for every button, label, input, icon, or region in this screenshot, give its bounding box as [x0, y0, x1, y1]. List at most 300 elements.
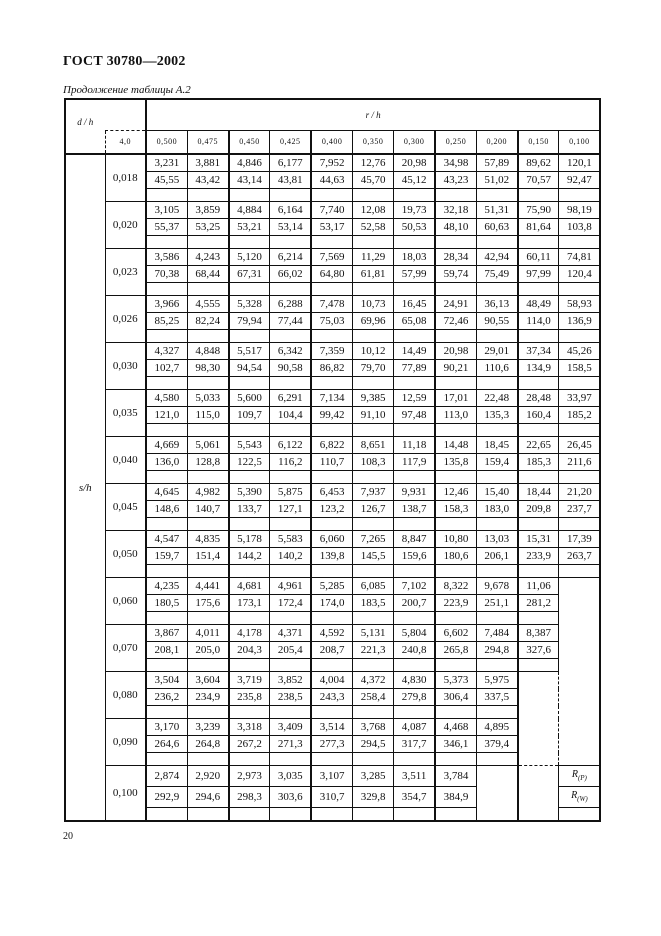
cell-rp: 8,387: [518, 625, 559, 642]
cell-rw: 86,82: [311, 360, 352, 377]
cell-rp: 6,214: [270, 249, 311, 266]
cell-spacer: [518, 424, 559, 437]
cell-rp: 5,033: [187, 390, 228, 407]
cell-rp: 7,134: [311, 390, 352, 407]
table-row-rp: [65, 625, 600, 642]
cell-rw: 160,4: [518, 407, 559, 424]
cell-rp: 3,105: [146, 202, 187, 219]
cell-rw: [559, 595, 600, 612]
cell-rw: 209,8: [518, 501, 559, 518]
cell-rw: 81,64: [518, 219, 559, 236]
cell-spacer: [187, 377, 228, 390]
cell-spacer: [352, 236, 393, 249]
cell-spacer: [518, 236, 559, 249]
cell-spacer: [146, 424, 187, 437]
cell-rw: 172,4: [270, 595, 311, 612]
cell-spacer: [394, 753, 435, 766]
cell-rp: 7,952: [311, 154, 352, 172]
cell-rp: 5,120: [229, 249, 270, 266]
cell-rp: 3,768: [352, 719, 393, 736]
cell-rw: 279,8: [394, 689, 435, 706]
cell-rw: 116,2: [270, 454, 311, 471]
cell-spacer: [352, 659, 393, 672]
cell-rw: 281,2: [518, 595, 559, 612]
cell-spacer: [476, 706, 517, 719]
table-row-rw: [65, 407, 600, 424]
cell-rp: 3,318: [229, 719, 270, 736]
cell-spacer: [270, 565, 311, 578]
cell-rw: 79,70: [352, 360, 393, 377]
cell-rp: 12,59: [394, 390, 435, 407]
cell-spacer: [559, 424, 600, 437]
cell-rw: 117,9: [394, 454, 435, 471]
cell-spacer: [311, 706, 352, 719]
cell-rp: 51,31: [476, 202, 517, 219]
cell-rw: 70,38: [146, 266, 187, 283]
cell-rp: 8,847: [394, 531, 435, 548]
cell-rp: 19,73: [394, 202, 435, 219]
cell-spacer: [352, 283, 393, 296]
cell-spacer: [518, 612, 559, 625]
cell-spacer: [146, 565, 187, 578]
cell-rw: 123,2: [311, 501, 352, 518]
cell-spacer: [394, 283, 435, 296]
d-h-value: 4,0: [105, 131, 146, 155]
table-row-spacer: [65, 808, 600, 822]
cell-rp: 7,484: [476, 625, 517, 642]
cell-rw: 77,44: [270, 313, 311, 330]
cell-rp: 4,848: [187, 343, 228, 360]
table-row-spacer: [65, 565, 600, 578]
cell-spacer: [518, 377, 559, 390]
cell-rw: 144,2: [229, 548, 270, 565]
cell-rp: [518, 766, 559, 787]
table-row-spacer: [65, 330, 600, 343]
cell-spacer: [394, 808, 435, 822]
table-row-rw: [65, 454, 600, 471]
cell-spacer: [352, 471, 393, 484]
cell-rp: 12,46: [435, 484, 476, 501]
cell-rp: 9,678: [476, 578, 517, 595]
cell-rp: 4,961: [270, 578, 311, 595]
cell-rw: 68,44: [187, 266, 228, 283]
cell-rw: 72,46: [435, 313, 476, 330]
cell-spacer: [476, 753, 517, 766]
cell-rp: 9,385: [352, 390, 393, 407]
cell-spacer: [476, 518, 517, 531]
cell-spacer: [352, 518, 393, 531]
cell-rw: 53,21: [229, 219, 270, 236]
cell-spacer: [146, 706, 187, 719]
table-row-spacer: [65, 377, 600, 390]
column-header: 0,350: [352, 131, 393, 155]
cell-spacer: [229, 189, 270, 202]
cell-rp: 6,288: [270, 296, 311, 313]
cell-spacer: [476, 189, 517, 202]
cell-spacer: [394, 565, 435, 578]
table-row-spacer: [65, 283, 600, 296]
cell-rw: 50,53: [394, 219, 435, 236]
cell-spacer: [352, 808, 393, 822]
cell-spacer: [435, 518, 476, 531]
cell-rw: 85,25: [146, 313, 187, 330]
table-row-rw: [65, 595, 600, 612]
s-h-value: 0,060: [105, 578, 146, 625]
cell-spacer: [435, 236, 476, 249]
cell-rw: 134,9: [518, 360, 559, 377]
cell-rw: 53,14: [270, 219, 311, 236]
cell-rp: 3,719: [229, 672, 270, 689]
cell-rp: 5,178: [229, 531, 270, 548]
cell-rp: 36,13: [476, 296, 517, 313]
column-header: 0,250: [435, 131, 476, 155]
cell-rw: 329,8: [352, 787, 393, 808]
cell-spacer: [394, 424, 435, 437]
cell-rp: 37,34: [518, 343, 559, 360]
table-row-rp: [65, 578, 600, 595]
cell-rw: 223,9: [435, 595, 476, 612]
cell-rw: 99,42: [311, 407, 352, 424]
cell-spacer: [476, 424, 517, 437]
cell-rp: 3,586: [146, 249, 187, 266]
cell-rp: 9,931: [394, 484, 435, 501]
cell-rw: 265,8: [435, 642, 476, 659]
cell-rw: 90,21: [435, 360, 476, 377]
table-row-rp: [65, 719, 600, 736]
cell-rp: 20,98: [394, 154, 435, 172]
cell-spacer: [311, 753, 352, 766]
cell-rp: 26,45: [559, 437, 600, 454]
cell-rp: 2,973: [229, 766, 270, 787]
cell-rp: 7,937: [352, 484, 393, 501]
cell-rp: 8,651: [352, 437, 393, 454]
cell-rw: 221,3: [352, 642, 393, 659]
cell-rw: 45,55: [146, 172, 187, 189]
cell-rp: 4,895: [476, 719, 517, 736]
table-row-rp: [65, 766, 600, 787]
cell-rw: 133,7: [229, 501, 270, 518]
cell-rw: 136,9: [559, 313, 600, 330]
cell-rp: 7,478: [311, 296, 352, 313]
cell-rp: 7,569: [311, 249, 352, 266]
cell-rp: 16,45: [394, 296, 435, 313]
cell-spacer: [270, 424, 311, 437]
cell-rp: 20,98: [435, 343, 476, 360]
cell-rp: 5,543: [229, 437, 270, 454]
cell-spacer: [476, 236, 517, 249]
cell-rp: 10,73: [352, 296, 393, 313]
legend-rp: [572, 769, 587, 780]
cell-rw: [559, 642, 600, 659]
cell-rw: 294,6: [187, 787, 228, 808]
cell-spacer: [476, 659, 517, 672]
cell-rp: 18,45: [476, 437, 517, 454]
cell-spacer: [311, 330, 352, 343]
cell-rw: 310,7: [311, 787, 352, 808]
cell-rw: 51,02: [476, 172, 517, 189]
cell-rw: 251,1: [476, 595, 517, 612]
cell-spacer: [559, 706, 600, 719]
cell-rp: [559, 719, 600, 736]
cell-rp: 6,122: [270, 437, 311, 454]
cell-rw: 67,31: [229, 266, 270, 283]
cell-spacer: [435, 377, 476, 390]
cell-rw: 175,6: [187, 595, 228, 612]
cell-rw: 205,4: [270, 642, 311, 659]
cell-rp: 6,342: [270, 343, 311, 360]
cell-spacer: [394, 330, 435, 343]
cell-rp: 15,40: [476, 484, 517, 501]
cell-rw: 70,57: [518, 172, 559, 189]
table-row-spacer: [65, 424, 600, 437]
cell-spacer: [559, 189, 600, 202]
cell-rw: 75,49: [476, 266, 517, 283]
cell-rp: 28,48: [518, 390, 559, 407]
table-row-rw: [65, 642, 600, 659]
cell-rw: 57,99: [394, 266, 435, 283]
table-row-rp: [65, 484, 600, 501]
cell-rp: 3,859: [187, 202, 228, 219]
cell-rp: 14,48: [435, 437, 476, 454]
cell-spacer: [229, 565, 270, 578]
cell-rw: 90,55: [476, 313, 517, 330]
table-row-rw: [65, 548, 600, 565]
cell-rw: 53,25: [187, 219, 228, 236]
cell-rp: 5,328: [229, 296, 270, 313]
cell-spacer: [146, 330, 187, 343]
cell-spacer: [435, 808, 476, 822]
cell-spacer: [476, 283, 517, 296]
cell-spacer: [187, 330, 228, 343]
cell-rp: 15,31: [518, 531, 559, 548]
cell-spacer: [559, 753, 600, 766]
cell-spacer: [146, 659, 187, 672]
cell-rp: 22,48: [476, 390, 517, 407]
cell-rw: 135,8: [435, 454, 476, 471]
cell-spacer: [270, 612, 311, 625]
cell-rw: 384,9: [435, 787, 476, 808]
cell-spacer: [352, 753, 393, 766]
s-h-value: 0,080: [105, 672, 146, 719]
cell-rw: 66,02: [270, 266, 311, 283]
cell-rp: 4,372: [352, 672, 393, 689]
cell-spacer: [559, 377, 600, 390]
cell-rw: 48,10: [435, 219, 476, 236]
cell-rp: 4,441: [187, 578, 228, 595]
cell-spacer: [394, 236, 435, 249]
cell-rp: [559, 625, 600, 642]
cell-rw: 114,0: [518, 313, 559, 330]
cell-spacer: [270, 659, 311, 672]
cell-rp: [559, 766, 600, 787]
cell-rw: 108,3: [352, 454, 393, 471]
column-header: 0,400: [311, 131, 352, 155]
cell-rw: 267,2: [229, 736, 270, 753]
cell-rw: 97,99: [518, 266, 559, 283]
cell-rw: 277,3: [311, 736, 352, 753]
cell-spacer: [559, 808, 600, 822]
cell-spacer: [476, 377, 517, 390]
cell-rp: 3,170: [146, 719, 187, 736]
s-h-value: 0,023: [105, 249, 146, 296]
cell-spacer: [352, 565, 393, 578]
table-row-rp: [65, 154, 600, 172]
cell-rp: [518, 672, 559, 689]
cell-spacer: [146, 189, 187, 202]
cell-rw: 271,3: [270, 736, 311, 753]
cell-spacer: [187, 706, 228, 719]
cell-spacer: [476, 330, 517, 343]
s-h-value: 0,040: [105, 437, 146, 484]
table-row-spacer: [65, 753, 600, 766]
cell-spacer: [270, 706, 311, 719]
cell-rp: [518, 719, 559, 736]
cell-rp: 98,19: [559, 202, 600, 219]
cell-rp: 6,602: [435, 625, 476, 642]
cell-rp: 6,177: [270, 154, 311, 172]
cell-spacer: [394, 612, 435, 625]
cell-spacer: [518, 753, 559, 766]
legend-symbol: R: [571, 790, 578, 801]
cell-rw: 211,6: [559, 454, 600, 471]
cell-rw: 77,89: [394, 360, 435, 377]
cell-spacer: [518, 189, 559, 202]
cell-spacer: [435, 659, 476, 672]
cell-spacer: [229, 424, 270, 437]
cell-rw: 258,4: [352, 689, 393, 706]
cell-rw: 75,03: [311, 313, 352, 330]
cell-spacer: [229, 377, 270, 390]
cell-rw: 104,4: [270, 407, 311, 424]
cell-spacer: [476, 808, 517, 822]
cell-rw: [518, 689, 559, 706]
cell-spacer: [311, 377, 352, 390]
s-h-value: 0,020: [105, 202, 146, 249]
cell-rp: 4,468: [435, 719, 476, 736]
cell-rp: 5,975: [476, 672, 517, 689]
cell-rp: 45,26: [559, 343, 600, 360]
cell-rw: 43,81: [270, 172, 311, 189]
cell-rp: 4,235: [146, 578, 187, 595]
cell-spacer: [270, 471, 311, 484]
cell-spacer: [352, 612, 393, 625]
cell-rp: 89,62: [518, 154, 559, 172]
cell-spacer: [518, 283, 559, 296]
cell-rp: 60,11: [518, 249, 559, 266]
cell-rp: 6,822: [311, 437, 352, 454]
cell-rp: 12,76: [352, 154, 393, 172]
cell-rp: 3,285: [352, 766, 393, 787]
cell-rp: 24,91: [435, 296, 476, 313]
cell-rw: 204,3: [229, 642, 270, 659]
cell-spacer: [146, 236, 187, 249]
cell-rp: 4,645: [146, 484, 187, 501]
table-caption: Продолжение таблицы А.2: [63, 84, 191, 96]
cell-rp: 3,035: [270, 766, 311, 787]
cell-rp: 5,390: [229, 484, 270, 501]
cell-spacer: [187, 471, 228, 484]
table-row-rp: [65, 202, 600, 219]
cell-spacer: [187, 565, 228, 578]
table-row-spacer: [65, 659, 600, 672]
cell-spacer: [270, 283, 311, 296]
cell-rw: 60,63: [476, 219, 517, 236]
table-row-rp: [65, 672, 600, 689]
cell-rp: 11,18: [394, 437, 435, 454]
cell-spacer: [229, 612, 270, 625]
cell-rw: 327,6: [518, 642, 559, 659]
cell-rw: [559, 689, 600, 706]
cell-spacer: [518, 518, 559, 531]
cell-rp: 4,884: [229, 202, 270, 219]
table-row-rw: [65, 501, 600, 518]
cell-rp: 48,49: [518, 296, 559, 313]
cell-spacer: [229, 283, 270, 296]
cell-rp: 3,881: [187, 154, 228, 172]
cell-rw: 94,54: [229, 360, 270, 377]
cell-rp: 4,555: [187, 296, 228, 313]
cell-rw: 139,8: [311, 548, 352, 565]
cell-rw: 44,63: [311, 172, 352, 189]
cell-rp: 5,373: [435, 672, 476, 689]
cell-spacer: [559, 330, 600, 343]
column-header: 0,500: [146, 131, 187, 155]
cell-rp: 4,011: [187, 625, 228, 642]
cell-rp: 18,03: [394, 249, 435, 266]
cell-rw: 379,4: [476, 736, 517, 753]
column-header: 0,425: [270, 131, 311, 155]
table-row-spacer: [65, 189, 600, 202]
cell-spacer: [352, 189, 393, 202]
cell-rw: 91,10: [352, 407, 393, 424]
cell-rw: 238,5: [270, 689, 311, 706]
cell-rp: 7,102: [394, 578, 435, 595]
cell-spacer: [559, 236, 600, 249]
cell-rw: 43,14: [229, 172, 270, 189]
cell-rp: 4,681: [229, 578, 270, 595]
cell-spacer: [229, 753, 270, 766]
cell-rp: 21,20: [559, 484, 600, 501]
cell-spacer: [394, 377, 435, 390]
cell-rw: 135,3: [476, 407, 517, 424]
cell-rp: 32,18: [435, 202, 476, 219]
s-h-value: 0,100: [105, 766, 146, 822]
cell-rp: 3,784: [435, 766, 476, 787]
cell-rp: 7,359: [311, 343, 352, 360]
cell-spacer: [559, 565, 600, 578]
cell-spacer: [394, 471, 435, 484]
cell-spacer: [187, 283, 228, 296]
cell-spacer: [270, 377, 311, 390]
cell-spacer: [229, 518, 270, 531]
cell-rw: 102,7: [146, 360, 187, 377]
cell-rw: 233,9: [518, 548, 559, 565]
cell-rp: 3,511: [394, 766, 435, 787]
cell-spacer: [518, 565, 559, 578]
cell-spacer: [559, 283, 600, 296]
cell-rw: 55,37: [146, 219, 187, 236]
cell-spacer: [559, 471, 600, 484]
cell-rw: 263,7: [559, 548, 600, 565]
cell-rw: 317,7: [394, 736, 435, 753]
cell-rw: 159,6: [394, 548, 435, 565]
cell-spacer: [270, 330, 311, 343]
cell-rp: 3,852: [270, 672, 311, 689]
cell-spacer: [394, 659, 435, 672]
cell-spacer: [311, 518, 352, 531]
cell-rp: 4,327: [146, 343, 187, 360]
cell-rp: 12,08: [352, 202, 393, 219]
